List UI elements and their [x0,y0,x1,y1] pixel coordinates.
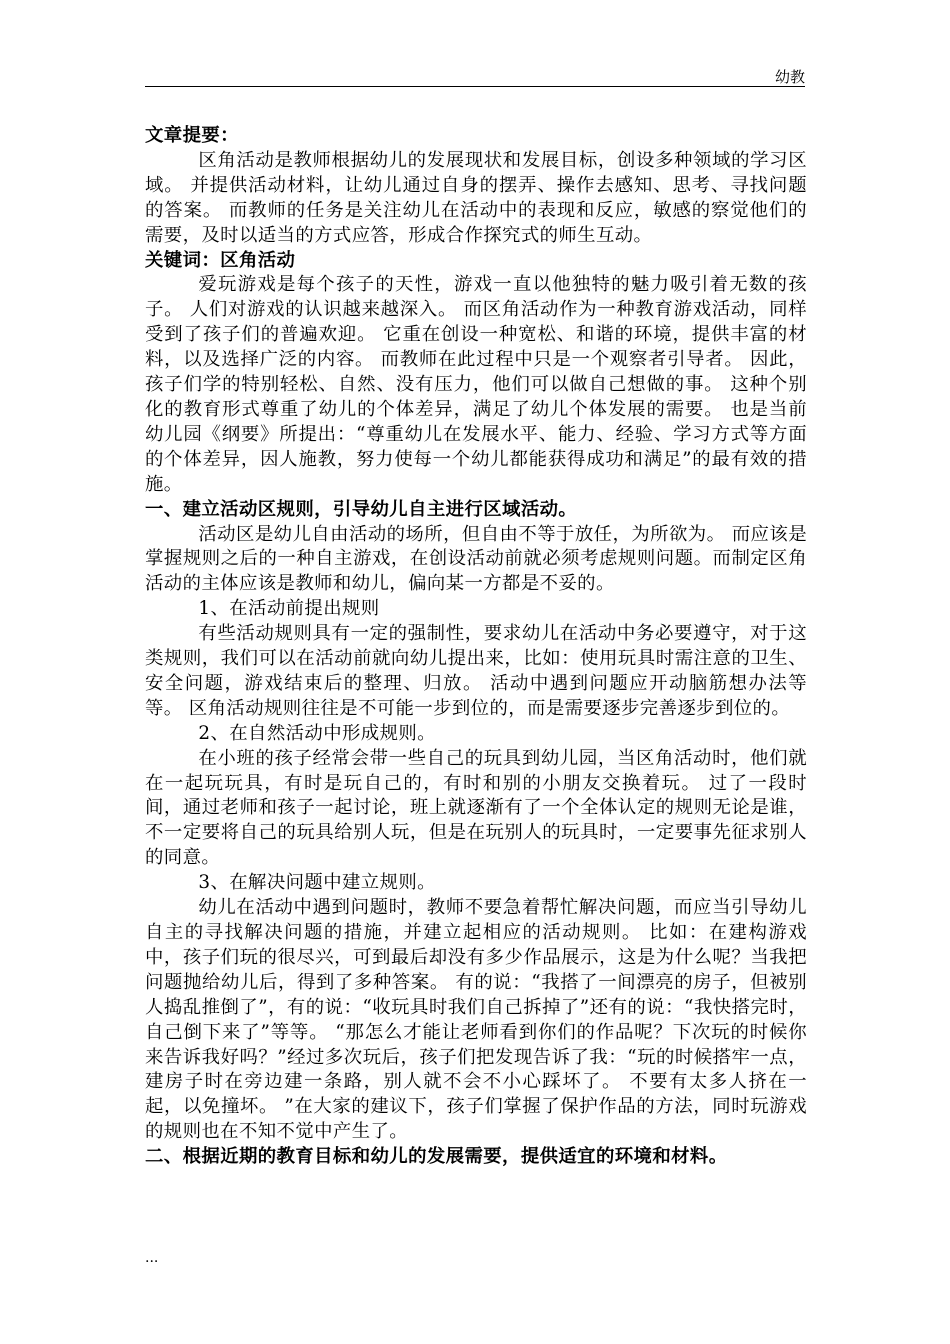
subsection-2-title: 2、在自然活动中形成规则。 [198,722,436,744]
header-label: 幼教 [774,68,805,86]
section-1-heading: 一、建立活动区规则，引导幼儿自主进行区域活动。 [145,498,578,520]
abstract-text: 区角活动是教师根据幼儿的发展现状和发展目标，创设多种领域的学习区域。 并提供活动材料，让幼儿通过自身的摆弄、操作去感知、思考、寻找问题的答案。 而教师的任务是关注幼儿在活动中的表现和反应，敏感的察觉他们的需要，及时以适当的方式应答，形成合作探究式的师生互动。 [145,149,807,246]
intro-paragraph: 爱玩游戏是每个孩子的天性，游戏一直以他独特的魅力吸引着无数的孩子。 人们对游戏的认识越来越深入。 而区角活动作为一种教育游戏活动，同样受到了孩子们的普遍欢迎。 它重在创设一种宽松、和谐的环境，提供丰富的材料，以及选择广泛的内容。 而教师在此过程中只是一个观察者引导者。 因此，孩子们学的特别轻松、自然、没有压力，他们可以做自己想做的事。 这种个别化的教育形式尊重了幼儿的个体差异，满足了幼儿个体发展的需要。 也是当前幼儿园《纲要》所提出：“尊重幼儿在发展水平、能力、经验、学习方式等方面的个体差异，因人施教，努力使每一个幼儿都能获得成功和满足”的最有效的措施。 [145,274,807,495]
footer-mark: ... [145,1250,159,1266]
subsection-1-text: 有些活动规则具有一定的强制性，要求幼儿在活动中务必要遵守，对于这类规则，我们可以在活动前就向幼儿提出来，比如：使用玩具时需注意的卫生、安全问题，游戏结束后的整理、归放。 活动中遇到问题应开动脑筋想办法等等。 区角活动规则往往是不可能一步到位的，而是需要逐步完善逐步到位的。 [145,623,807,719]
subsection-1-title: 1、在活动前提出规则 [198,598,380,620]
section-2-heading: 二、根据近期的教育目标和幼儿的发展需要，提供适宜的环境和材料。 [145,1146,728,1168]
abstract-heading: 文章提要： [145,125,239,146]
document-body [145,124,807,1170]
keywords: 关键词：区角活动 [145,249,296,271]
subsection-2-text: 在小班的孩子经常会带一些自己的玩具到幼儿园，当区角活动时，他们就在一起玩玩具，有时是玩自己的，有时和别的小朋友交换着玩。 过了一段时间，通过老师和孩子一起讨论，班上就逐渐有了一个全体认定的规则无论是谁，不一定要将自己的玩具给别人玩，但是在玩别人的玩具时，一定要事先征求别人的同意。 [145,747,807,869]
subsection-3-text: 幼儿在活动中遇到问题时，教师不要急着帮忙解决问题，而应当引导幼儿自主的寻找解决问题的措施，并建立起相应的活动规则。 比如：在建构游戏中，孩子们玩的很尽兴，可到最后却没有多少作品展示，这是为什么呢？当我把问题抛给幼儿后，得到了多种答案。 有的说：“我搭了一间漂亮的房子，但被别人捣乱推倒了”，有的说：“收玩具时我们自己拆掉了”还有的说：“我快搭完时，自己倒下来了”等等。 “那怎么才能让老师看到你们的作品呢？下次玩的时候你来告诉我好吗？”经过多次玩后，孩子们把发现告诉了我：“玩的时候搭牢一点，建房子时在旁边建一条路，别人就不会不小心踩坏了。 不要有太多人挤在一起，以免撞坏。 ”在大家的建议下，孩子们掌握了保护作品的方法，同时玩游戏的规则也在不知不觉中产生了。 [145,897,807,1143]
header-rule [145,86,805,87]
subsection-3-title: 3、在解决问题中建立规则。 [198,872,436,894]
section-1-intro: 活动区是幼儿自由活动的场所，但自由不等于放任，为所欲为。 而应该是掌握规则之后的一种自主游戏，在创设活动前就必须考虑规则问题。而制定区角活动的主体应该是教师和幼儿，偏向某一方都是不妥的。 [145,523,807,595]
